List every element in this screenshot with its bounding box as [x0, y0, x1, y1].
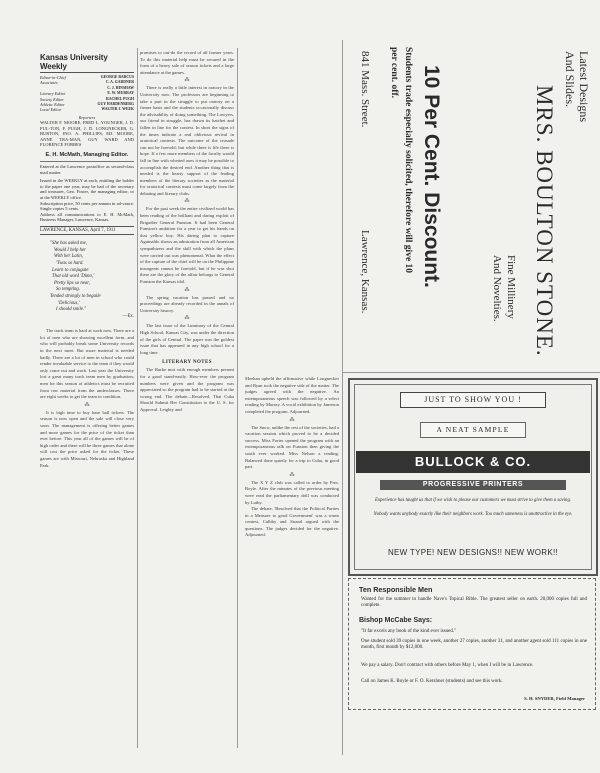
- ad-discount: 10 Per Cent. Discount.: [420, 65, 443, 288]
- entered-note: Entered at the Lawrence postoffice as second-class mail matter.: [40, 164, 134, 175]
- ornament: ⁂: [84, 402, 90, 408]
- ad-ten-men: [348, 578, 596, 710]
- staff-row: Athletic Editor GUY HARDENBERG: [40, 102, 134, 108]
- column-2: [140, 50, 234, 750]
- ad-percent: per cent. off.: [389, 47, 399, 99]
- staff-row: Local Editor WALTER J. WEEK: [40, 107, 134, 113]
- ornament: ⁂: [184, 287, 190, 293]
- article-baseball: It is high time to buy base ball tickets. The season is now open and the sale will close very soon. The management is offering better games and more games for the price of the ticket than ever before. This year all of the games will be of high order and there will be three games that alone will cost the price asked for the ticket. These games are with Missouri, Nebraska and Highland Park.: [40, 409, 134, 468]
- poem: "She has asked me, Would I help her With her Latin, 'Twas so hard. Learn to conjugate That old word 'Dimo,' Pretty lips so near, So tempting. Tended strongly to beguile 'Delicious,' I should smile." —Ex.: [50, 241, 134, 319]
- ad-new-type: NEW TYPE! NEW DESIGNS!! NEW WORK!!: [387, 548, 559, 557]
- ad-fine-millinery: Fine Millinery: [505, 255, 517, 319]
- literary-notes-heading: LITERARY NOTES: [162, 360, 212, 366]
- address-note: Address all communications to E. H. McMath, Business Manager, Lawrence, Kansas.: [40, 211, 134, 223]
- ad-and-slides: And Slides.: [563, 51, 577, 108]
- article-funston: For the past week the entire civilized world has been reading of the brilliant and daring exploit of Brigadier General Funston. It had been General Funston's ambition for a year to get his hands on that yellow boy. His daring plan to capture Aguinaldo shows an admiration from all American sympathizers and the skill with which the plans were carried out was phenomenal. What the effect of the capture of the chief will be on the Philippine insurgents cannot be foretold, but if he was shot there are the glory of the affair belongs to General Funston the Kansas idol.: [140, 206, 234, 284]
- masthead-title: Kansas University Weekly: [40, 53, 108, 71]
- ad-text: One student sold 39 copies in one week, another 27 copies, another 31, and another agent sold 111 copies in one month, first month by $12,000.: [361, 639, 587, 651]
- article-vacation: The spring vacation has passed and no proceedings are already recorded in the annals of University history.: [140, 294, 234, 313]
- article-xyz: The X Y Z club was called to order by Pres. Boyle. After the minutes of the previous meeting were read the parliamentary drill was conducted by Luthy.: [245, 479, 339, 505]
- ad-printers: PROGRESSIVE PRINTERS: [380, 480, 566, 490]
- ad-signed: S. H. SNYDER, Field Manager: [524, 696, 585, 701]
- ornament: ⁂: [184, 78, 190, 84]
- article-track-team: The track team is hard at work now. There are a lot of men who are showing excellent form, and who will probably break some University records in the next meet. But more material is needed badly. There are a lot of men in school who could render invaluable service to the team if they would only come out and work. Last year the University lost a great many track team men by graduation; men for this season of athletics must be recruited from raw material from the underclasses. There are eight weeks to get the team in condition.: [40, 328, 134, 400]
- ad-city: Lawrence, Kansas.: [359, 230, 371, 314]
- ad-address: 841 Mass. Street.: [359, 51, 371, 128]
- article-political: The debate, 'Resolved that the Political Parties in a Measure to good Government' was a warm contest, Culbby and Strand argued with the questions. The judges decided for the negative. Adjourned.: [245, 506, 339, 538]
- ornament: ⁂: [184, 199, 190, 205]
- ad-nobody-text: Nobody wants anybody exactly like their neighbors work. Too much sameness is unattractive in the eye.: [373, 512, 573, 517]
- ornament: ⁂: [289, 472, 295, 478]
- column-1: [40, 50, 134, 750]
- ad-novelties: And Novelties.: [491, 255, 503, 322]
- subscription-note: Subscription price, 50 cents per annum in ad-vance. Single copies 5 cents.: [40, 200, 134, 212]
- ornament: ⁂: [289, 417, 295, 423]
- ad-call: Call on James K. Boyle or F. O. Kershner (students) and see this work.: [361, 679, 503, 684]
- ad-bullock-name: BULLOCK & CO.: [356, 451, 590, 473]
- reporters-heading: Reporters: [78, 114, 96, 120]
- ad-students: Students trade especially solicited, therefore will give 10: [403, 47, 413, 274]
- ad-latest-designs: Latest Designs: [577, 51, 591, 122]
- staff-row: C. J. HINSHAW: [107, 85, 134, 90]
- staff-list: [40, 75, 134, 113]
- issued-note: Issued in the WEEKLY at each, entitling the holder to the paper one year, may be had of the secretary and treasurer, Geo. Foster, the managing editor, or at the WEEKLY office.: [40, 178, 134, 200]
- staff-row: Literary Editor E. W. MURRAY: [40, 91, 134, 97]
- dateline: LAWRENCE, KANSAS, April 7, 1911: [40, 227, 116, 233]
- ad-bullock: [348, 378, 598, 576]
- column-rule: [137, 48, 138, 748]
- article-snow: The Snow, unlike the rest of the societies, had a vacation session which proved to be a decided success. Miss Forter opened the program with an extemporaneous talk on Funston then giving the south ever worked. Miss Nelson a reading. Balanced done quietly for a trip to Cuba, in good part.: [245, 424, 339, 470]
- ad-bullock-frame: [354, 384, 592, 570]
- staff-row: Society Editor RACHEL PUGH: [40, 96, 134, 102]
- ad-bishop: Bishop McCabe Says:: [359, 617, 433, 624]
- column-rule: [237, 48, 238, 748]
- column-3: [245, 376, 339, 751]
- staff-row: Editor-in-Chief GEORGE BARCUS: [40, 75, 134, 80]
- ad-sample-banner: A NEAT SAMPLE: [420, 422, 526, 438]
- ad-just-banner: JUST TO SHOW YOU !: [400, 392, 546, 408]
- article-oratory: There is really a little interest in oratory in the University now. The professors are beginning to take a part in the struggle to put oratory on a firmer basis and the students occasionally discuss the advisability of doing something. The Lawyers, our friend in struggle, has drawn its hatchet and fallen in line for the contest. In short the signs of the times indicate a real oblivious revival in oratorical contests. The outcome of the crusade can not be foretold; but while there is life there is hope. If a few more members of the faculty would fall in line with whetted axes it may be possible to accomplish the desired end. Another thing that is needed is the hearty support of the leading members of the literary societies as the material for oratorical contests must come largely from the debating and literary clubs.: [140, 85, 234, 196]
- column-rule: [342, 40, 343, 755]
- reporters-list: WALTER F. MOORE, FRED L. YOUNGER, J. D. FUL-TON, F. PUGH, J. D. LONGNECKER, G. BURTON, JNO. A. PHILLIPS, ED. MOORE, ANNE TRA-MAN, GUY WARD AND FLORENCE FORBES: [40, 120, 134, 148]
- article-debate: Meehan upheld the affirmative while Longnecker and Ryan took the negative side of the matter. The judges agreed with the negative. An extemporaneous speech was followed by a select reading by Murray. A vocal exhibition by Jameson completed the program. Adjourned.: [245, 376, 339, 414]
- managing-editor: E. H. McMath, Managing Editor.: [45, 152, 129, 159]
- ad-boulton-stone: [345, 45, 597, 367]
- section-rule: [342, 372, 600, 373]
- article-luminary: The last issue of the Luminary of the Central High School, Kansas City, was under the direction of the girls of Central. The paper was the goldest issue that has appeared in any high school for a long time.: [140, 323, 234, 355]
- ad-pay: We pay a salary. Don't contract with others before May 1, when I will be in Lawrence.: [361, 663, 534, 668]
- ad-heading: Ten Responsible Men: [359, 585, 433, 594]
- article-continued: promises to out-do the record of all former years. To do this material help must be secured in the form of a heavy sale of season tickets and a large attendance at the games.: [140, 50, 234, 75]
- ad-wanted: Wanted for the summer to handle Nave's Topical Bible. The greatest seller on earth. 20,000 copies full and complete.: [361, 597, 587, 609]
- ad-name: MRS. BOULTON STONE.: [532, 85, 557, 357]
- ad-fine-text: Experience has taught us that if we wish to please our customers we must strive to give them a saving.: [374, 498, 572, 503]
- staff-row: Associates C. A. GARDNER: [40, 80, 134, 86]
- ad-quote: "It far excels any book of the kind ever issued.": [361, 629, 457, 634]
- article-burke: The Burke mot with enough members present for a good stand-easily. How-ever the program numbers were given and the program was appreciated so the program had to be started at the wrong end. The debate—Resolved, That Cuba Should Submit Her Constitution to the U. S. for Approval. Leighty and: [140, 367, 234, 412]
- ornament: ⁂: [184, 316, 190, 322]
